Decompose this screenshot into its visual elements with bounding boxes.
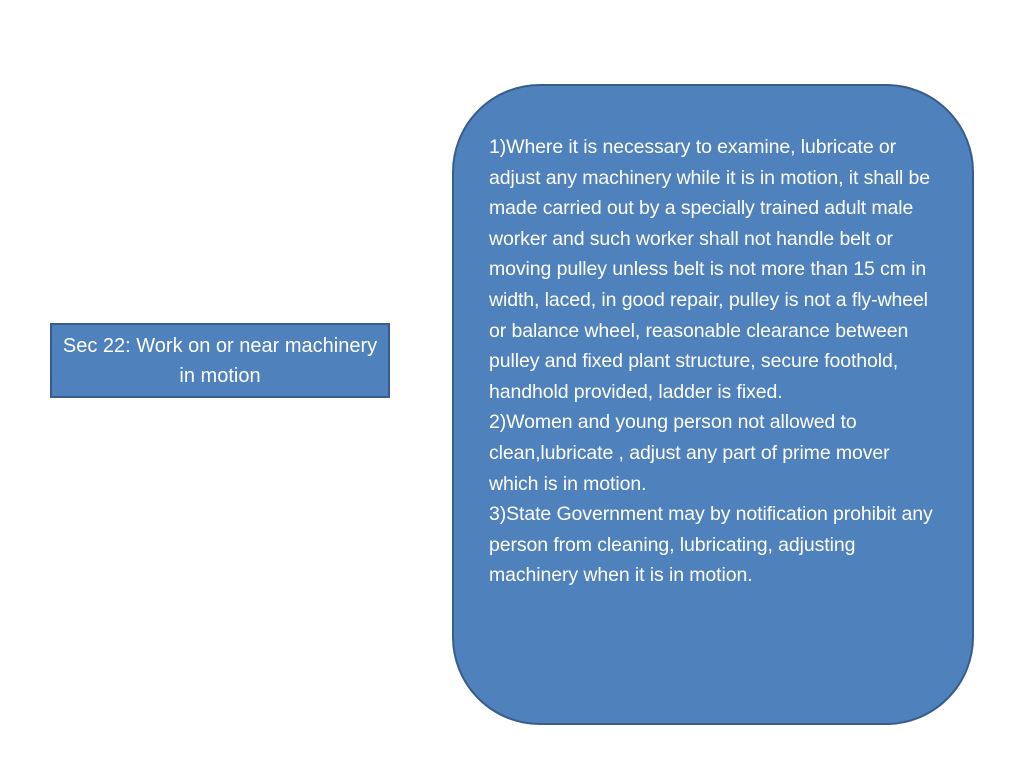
section-title-box — [50, 323, 390, 398]
provision-2: 2)Women and young person not allowed to clean,lubricate , adjust any part of prime mover which is in motion. — [489, 411, 890, 495]
provisions-box — [452, 84, 974, 725]
section-title: Sec 22: Work on or near machinery in motion — [62, 334, 378, 387]
provision-3: 3)State Government may by notification prohibit any person from cleaning, lubricating, adjusting machinery when it is in motion. — [489, 503, 933, 587]
provision-1: 1)Where it is necessary to examine, lubricate or adjust any machinery while it is in motion, it shall be made carried out by a specially trained adult male worker and such worker shall not handle belt or moving pulley unless belt is not more than 15 cm in width, laced, in good repair, pulley is not a fly-wheel or balance wheel, reasonable clearance between pulley and fixed plant structure, secure foothold, handhold provided, ladder is fixed. — [489, 136, 931, 403]
